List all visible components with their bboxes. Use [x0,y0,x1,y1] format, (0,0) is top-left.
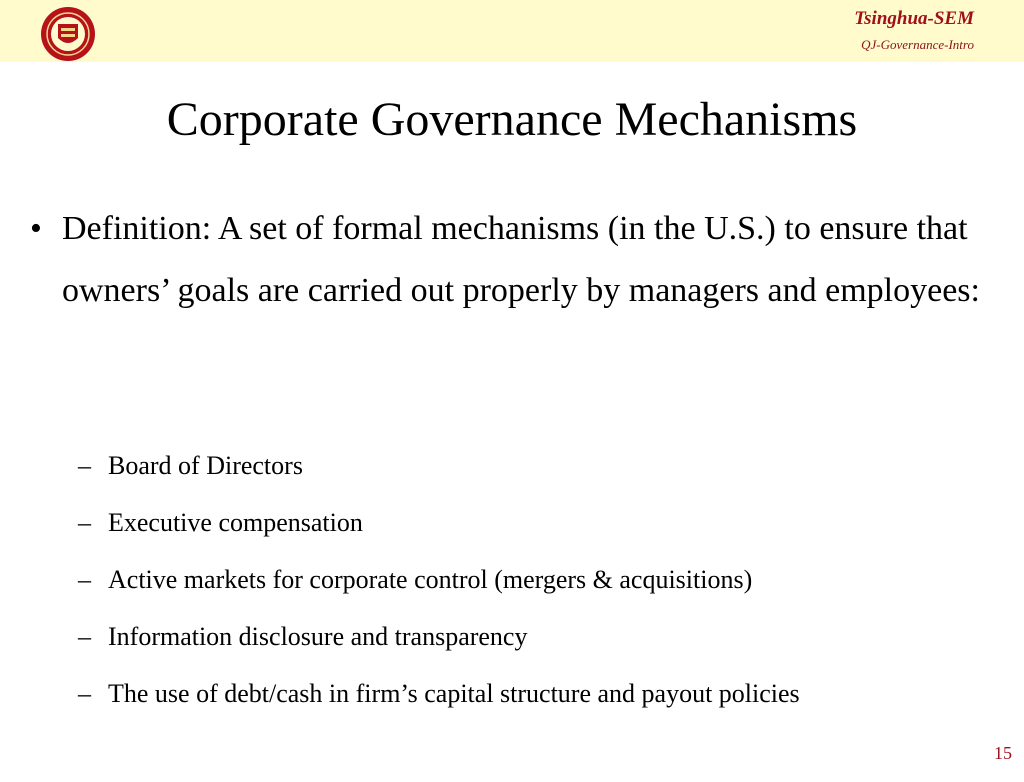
bullet-dot-icon: • [30,210,42,247]
list-item [78,503,998,560]
list-item [78,446,998,503]
list-item [78,560,998,617]
deck-subtitle: QJ-Governance-Intro [861,37,974,52]
sub-item-text: Information disclosure and transparency [108,622,528,651]
page-number: 15 [994,743,1012,763]
definition-bullet [30,198,980,322]
university-seal-logo [40,6,96,62]
dash-icon: – [78,565,91,594]
dash-icon: – [78,508,91,537]
list-item [78,674,998,731]
dash-icon: – [78,622,91,651]
slide-title: Corporate Governance Mechanisms [166,93,858,146]
sub-bullet-list [78,446,998,731]
definition-text: Definition: A set of formal mechanisms (in the U.S.) to ensure that owners’ goals are carried out properly by managers and employees: [62,210,980,309]
header-branding [854,8,974,54]
org-name: Tsinghua-SEM [854,8,974,29]
sub-item-text: Active markets for corporate control (mergers & acquisitions) [108,565,753,594]
sub-item-text: Board of Directors [108,451,303,480]
list-item [78,617,998,674]
sub-item-text: Executive compensation [108,508,363,537]
dash-icon: – [78,451,91,480]
dash-icon: – [78,679,91,708]
sub-item-text: The use of debt/cash in firm’s capital structure and payout policies [108,679,800,708]
